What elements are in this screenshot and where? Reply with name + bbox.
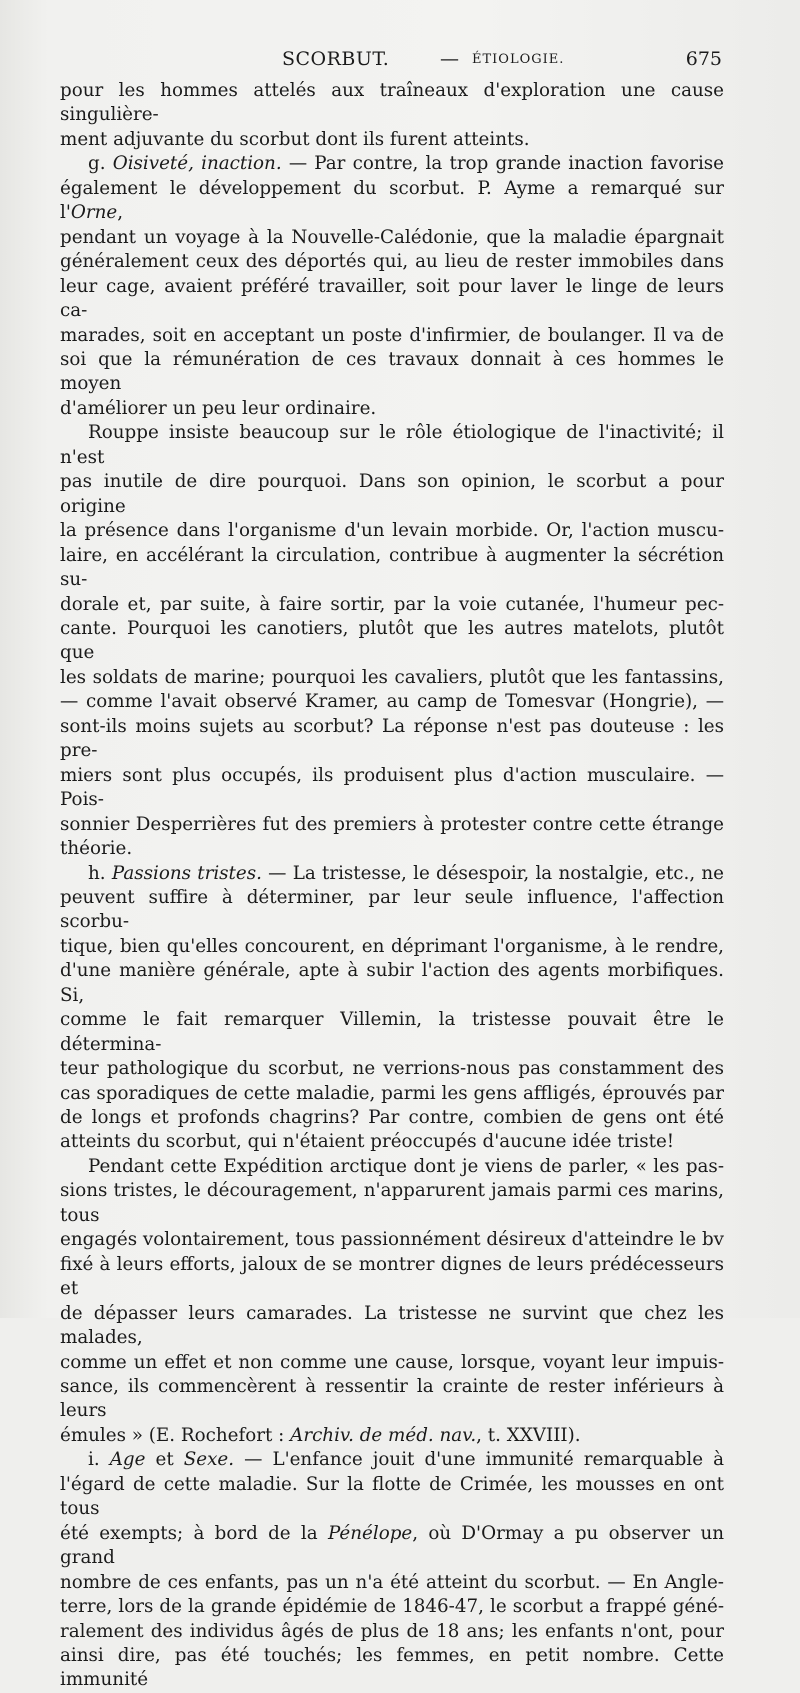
- text-line: de dépasser leurs camarades. La tristesse ne survint que chez les malades,: [60, 1302, 724, 1349]
- text-line: cas sporadiques de cette maladie, parmi les gens affligés, éprouvés par: [60, 1082, 724, 1104]
- text-line: sonnier Desperrières fut des premiers à protester contre cette étrange: [60, 813, 724, 835]
- text-line: comme le fait remarquer Villemin, la tristesse pouvait être le détermina-: [60, 1009, 724, 1055]
- text-line: pour les hommes attelés aux traîneaux d'exploration une cause singulière-: [60, 80, 724, 126]
- text-line: h. Passions tristes. — La tristesse, le désespoir, la nostalgie, etc., ne: [88, 862, 725, 884]
- text-line: sance, ils commencèrent à ressentir la crainte de rester inférieurs à leurs: [60, 1376, 724, 1422]
- text-line: g. Oisiveté, inaction. — Par contre, la trop grande inaction favorise: [88, 153, 724, 175]
- text-line: également le développement du scorbut. P. Ayme a remarqué sur l'Orne,: [60, 177, 724, 224]
- text-line: sont-ils moins sujets au scorbut? La réponse n'est pas douteuse : les pre-: [60, 715, 724, 762]
- text-line: dorale et, par suite, à faire sortir, par la voie cutanée, l'humeur pec-: [60, 593, 724, 615]
- text-line: marades, soit en acceptant un poste d'infirmier, de boulanger. Il va de: [60, 324, 724, 346]
- page-body: [60, 79, 724, 1693]
- text-line: teur pathologique du scorbut, ne verrions-nous pas constamment des: [60, 1058, 724, 1080]
- text-line: sions tristes, le découragement, n'apparurent jamais parmi ces marins, tous: [60, 1180, 724, 1226]
- text-line: engagés volontairement, tous passionnément désireux d'atteindre le bv: [60, 1229, 724, 1251]
- text-line: été exempts; à bord de la Pénélope, où D'Ormay a pu observer un grand: [60, 1522, 725, 1569]
- text-line: émules » (E. Rochefort : Archiv. de méd. nav., t. XXVIII).: [60, 1424, 581, 1446]
- page-number: 675: [685, 48, 722, 70]
- text-line: de longs et profonds chagrins? Par contre, combien de gens ont été: [60, 1107, 724, 1129]
- text-line: soi que la rémunération de ces travaux donnait à ces hommes le moyen: [60, 348, 724, 395]
- text-line: l'égard de cette maladie. Sur la flotte de Crimée, les mousses en ont tous: [60, 1473, 724, 1520]
- text-line: pendant un voyage à la Nouvelle-Calédonie, que la maladie épargnait: [60, 226, 724, 248]
- text-line: Rouppe insiste beaucoup sur le rôle étiologique de l'inactivité; il n'est: [60, 422, 724, 468]
- text-line: cante. Pourquoi les canotiers, plutôt que les autres matelots, plutôt que: [60, 617, 724, 664]
- text-line: ment adjuvante du scorbut dont ils furent atteints.: [60, 128, 530, 150]
- text-line: comme un effet et non comme une cause, lorsque, voyant leur impuis-: [60, 1351, 724, 1373]
- text-line: Pendant cette Expédition arctique dont je viens de parler, « les pas-: [88, 1155, 724, 1177]
- text-line: atteints du scorbut, qui n'étaient préoccupés d'aucune idée triste!: [60, 1131, 675, 1153]
- text-line: fixé à leurs efforts, jaloux de se montrer dignes de leurs prédécesseurs et: [60, 1253, 724, 1300]
- text-line: ainsi dire, pas été touchés; les femmes, en petit nombre. Cette immunité: [60, 1645, 724, 1691]
- header-dash: —: [440, 48, 459, 70]
- text-line: la présence dans l'organisme d'un levain morbide. Or, l'action muscu-: [60, 520, 724, 542]
- section-title: ÉTIOLOGIE.: [472, 52, 565, 67]
- text-line: généralement ceux des déportés qui, au lieu de rester immobiles dans: [60, 251, 724, 273]
- text-line: laire, en accélérant la circulation, contribue à augmenter la sécrétion su-: [60, 544, 724, 591]
- text-line: i. Age et Sexe. — L'enfance jouit d'une immunité remarquable à: [88, 1449, 724, 1471]
- text-line: nombre de ces enfants, pas un n'a été atteint du scorbut. — En Angle-: [60, 1571, 724, 1593]
- text-line: théorie.: [60, 838, 133, 860]
- text-line: ralement des individus âgés de plus de 18 ans; les enfants n'ont, pour: [60, 1620, 724, 1642]
- text-line: — comme l'avait observé Kramer, au camp de Tomesvar (Hongrie), —: [60, 691, 724, 713]
- text-line: miers sont plus occupés, ils produisent plus d'action musculaire. — Pois-: [60, 764, 724, 811]
- text-line: peuvent suffire à déterminer, par leur seule influence, l'affection scorbu-: [60, 886, 724, 933]
- text-line: pas inutile de dire pourquoi. Dans son opinion, le scorbut a pour origine: [60, 471, 724, 517]
- running-header: [60, 46, 722, 78]
- text-line: d'une manière générale, apte à subir l'action des agents morbifiques. Si,: [60, 960, 724, 1006]
- text-line: tique, bien qu'elles concourent, en déprimant l'organisme, à le rendre,: [60, 935, 724, 957]
- text-line: les soldats de marine; pourquoi les cavaliers, plutôt que les fantassins,: [60, 666, 724, 688]
- text-line: leur cage, avaient préféré travailler, soit pour laver le linge de leurs ca-: [60, 275, 724, 322]
- running-title: SCORBUT.: [282, 48, 390, 70]
- text-line: d'améliorer un peu leur ordinaire.: [60, 397, 377, 419]
- text-line: terre, lors de la grande épidémie de 1846-47, le scorbut a frappé géné-: [60, 1596, 724, 1618]
